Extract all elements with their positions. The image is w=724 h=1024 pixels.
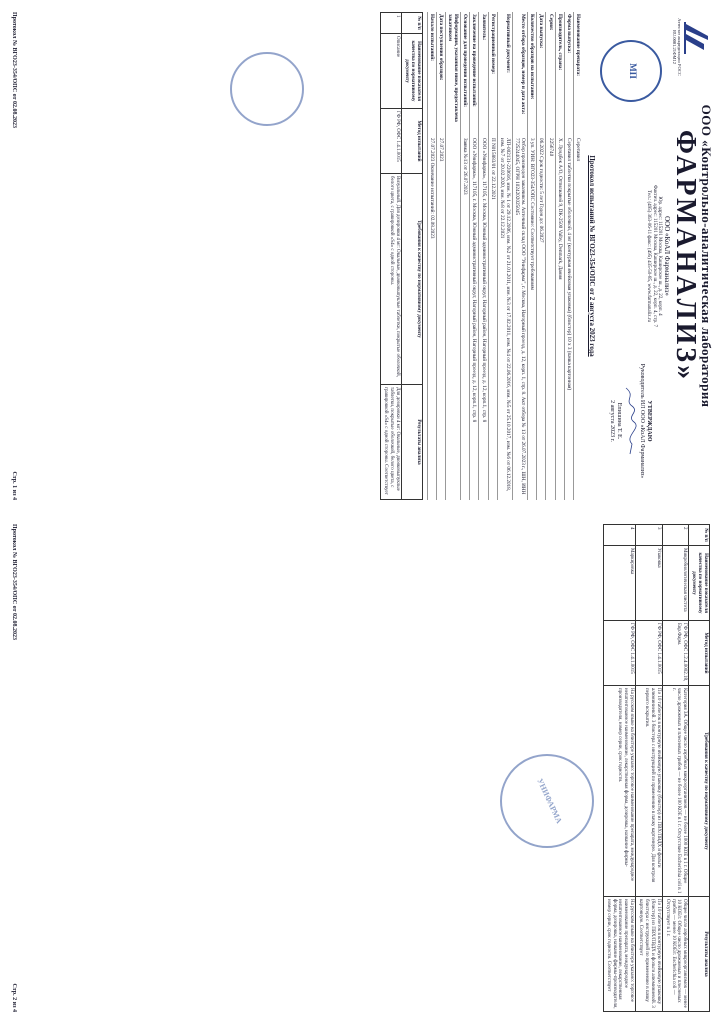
approve-date: 2 августа 2023 г. xyxy=(608,400,615,442)
info-value: Х. Лундбек А/О, Оттилиавей 9, DK-2500 Valby, Denmark, Дания xyxy=(556,138,563,280)
table-cell-req: По 10 таблеток в контурную ячейковую упаковку (блистер) из ПВХ/ПВДХ и фольги алюминиевой. 3 блистера с инструкцией по применению в пачку картонную. Для контроля первого вскрытия. xyxy=(636,686,663,897)
info-value: 3 уп. УИН: ВГО23-354/ОПС Состояние: Соответствует требованиям xyxy=(529,138,536,290)
info-row xyxy=(573,12,582,500)
info-label: Информация, указанная ниже, предоставлена заказчиком xyxy=(447,14,460,122)
approve-title: УТВЕРЖДАЮ xyxy=(646,400,652,442)
page-2-rotated-content xyxy=(0,512,724,1024)
legal-address: Юр. адрес: 115201 Москва, Каширское ш., д. 22, корп. 4 xyxy=(657,196,663,316)
table-header: Результаты анализа xyxy=(689,897,710,1012)
company-stamp-icon xyxy=(230,52,304,126)
document-page-2 xyxy=(0,512,724,1024)
table-header: Требования к качеству по нормативному документу xyxy=(689,686,710,897)
info-value: Серетавил таблетки покрытые оболочкой, 4 мг (контурная ячейковая упаковка) (блистер) 10 х 3 (пачка картонная) xyxy=(565,138,572,391)
sample-info xyxy=(380,12,582,500)
table-cell-method: ГФ РФ, ОФС 1.4.1.0015 xyxy=(381,109,402,174)
table-cell-name: Маркировка xyxy=(603,546,635,621)
info-label: Заявитель: xyxy=(480,14,487,41)
contacts: Тел.: (495) 363-06-11 факс: (495) 435-50-85, www.farmanaliz.ru xyxy=(645,189,651,323)
info-value: Заявка №13 от 26.07.2023 xyxy=(462,138,469,195)
table-header: Требования к качеству по нормативному документу xyxy=(402,174,423,385)
info-label: Дата поступления образцов: xyxy=(438,14,444,81)
info-row xyxy=(555,12,564,500)
info-value: ООО «Унифарма», 117105, г. Москва, Южный административный округ, Нагорный район, Нагорный проезд, д. 12, корп.1, стр. 8 xyxy=(480,138,487,423)
info-label: Регистрационный номер: xyxy=(489,14,496,74)
table-cell-res: По 10 таблеток в контурную ячейковую упаковку (блистер) из ПВХ/ПВДХ и фольги алюминиевой. 3 блистера с инструкцией по применению в пачку картонную. Соответствует xyxy=(636,897,663,1012)
table-cell-n: 4 xyxy=(603,525,635,546)
info-value: Серетавил xyxy=(575,138,581,162)
info-label: Наименование препарата: xyxy=(575,14,581,76)
info-row xyxy=(436,12,445,500)
table-cell-n: 3 xyxy=(636,525,663,546)
table-header: № п/п xyxy=(689,525,710,546)
table-cell-n: 2 xyxy=(662,525,689,546)
table-header: Метод испытаний xyxy=(689,621,710,686)
info-row xyxy=(546,12,555,500)
table-cell-req: На русском языке на блистере указано: торговое наименование препарата, международное непатентованное наименование, лекарственная форма, дозировка, название фирмы-производителя, номер серии, срок годности. xyxy=(603,686,635,897)
official-seal-icon xyxy=(600,40,662,102)
table-cell-method: ГФ РФ, ОФС 1.4.1.0015 xyxy=(603,621,635,686)
table-cell-method: ГФ РФ, ОФС 1.4.1.0015 xyxy=(636,621,663,686)
info-row xyxy=(445,12,460,500)
table-cell-req: Визуальный. Для дозировки 4 мг: Овальные, двояковыпуклые таблетки, покрытые оболочкой, белого цвета, с гравировкой «S4» с одной стороны. xyxy=(381,174,402,385)
info-value: 27.07.2023 xyxy=(438,138,444,162)
info-value: 27.07.2023 Окончание испытаний: 02.08.2023 xyxy=(428,138,435,239)
company-brand: ФАРМАНАЛИЗ» xyxy=(669,129,701,383)
table-header: № п/п xyxy=(402,13,423,34)
info-row xyxy=(460,12,469,500)
info-value: 2256740 xyxy=(547,138,554,157)
page-footer-2 xyxy=(10,524,17,1012)
info-row xyxy=(527,12,536,500)
table-cell-name: Микробиологическая чистота xyxy=(662,546,689,621)
info-label: Серия: xyxy=(547,14,554,31)
lab-logo-icon xyxy=(682,20,712,56)
table-header: Наименование показателя качества по нормативному документу xyxy=(689,546,710,621)
table-cell-n: 1 xyxy=(381,13,402,34)
seal-label: МП xyxy=(628,63,638,79)
info-label: Начало испытаний: xyxy=(428,14,435,62)
footer-page-number: Стр. 1 из 4 xyxy=(11,471,18,500)
approve-name: Епишина Т. Е. xyxy=(615,402,622,440)
signature-icon xyxy=(622,356,638,486)
footer-protocol-number: Протокол № ВГО23-354/ОПС от 02.08.2023 xyxy=(11,12,18,129)
table-cell-method: ГФ РФ, ОФС 1.2.4.0002.18, Евр.Фарм. xyxy=(662,621,689,686)
unifarma-stamp-icon xyxy=(500,754,594,848)
stamp-label: УНИФАРМА xyxy=(535,777,564,825)
results-table xyxy=(380,12,422,500)
info-label: Производитель, страна: xyxy=(556,14,563,71)
info-value xyxy=(446,136,460,500)
info-label: Основание для проведения испытаний: xyxy=(462,14,469,108)
info-row xyxy=(512,12,527,500)
info-label: Форма выпуска: xyxy=(565,14,572,54)
actual-address: Фактич. адрес: 115201 Москва, Каширское ш., д. 22, корп. 4, стр. 7 xyxy=(651,185,657,327)
table-cell-res: Общее число аэробных микроорганизмов — менее 10 КОЕ/г. Общее число дрожжевых и плесневых грибов — менее 10 КОЕ/г. Escherichia coli — Отсутствует в 1 г. xyxy=(662,897,689,1012)
table-cell-res: Для дозировки 4 мг: Овальные, двояковыпуклые таблетки, покрытые оболочкой, белого цвета, с гравировкой «S4» с одной стороны. Соответствует xyxy=(381,385,402,500)
protocol-title: Протокол испытаний № ВГО23-354/ОПС от 2 августа 2023 года xyxy=(588,155,596,357)
table-row xyxy=(636,525,663,1012)
info-row xyxy=(536,12,545,500)
page-footer xyxy=(10,12,17,500)
info-label: Заключение на проведение испытаний: xyxy=(471,14,478,107)
info-row xyxy=(427,12,436,500)
info-label: Дата выпуска: xyxy=(538,14,545,49)
table-header: Результаты анализа xyxy=(402,385,423,500)
table-row xyxy=(603,525,635,1012)
table-header: Наименование показателя качества по нормативному документу xyxy=(402,34,423,109)
table-cell-name: Упаковка xyxy=(636,546,663,621)
approval-block xyxy=(608,356,652,486)
approve-role: Руководитель ИЛ ООО «КоАЛ Фарманализ» xyxy=(638,363,645,479)
info-label: Место отбора образцов, номер и дата акта: xyxy=(520,14,527,115)
info-row xyxy=(488,12,497,500)
results-table-continued xyxy=(603,524,710,1012)
info-value: Отбор произведен заказчиком. Аптечный склад ООО "Унифарма", г. Москва, Нагорный проезд, д. 12, корп. 1, стр. 8. Акт отбора № 13 от 26.07.2023 г., ШН, ИНН 7725244045, ОГРН 1024202025045 xyxy=(514,138,527,495)
info-row xyxy=(469,12,478,500)
table-header: Метод испытаний xyxy=(402,109,423,174)
table-row xyxy=(662,525,689,1012)
info-row xyxy=(564,12,573,500)
company-subsidiary: ООО «КоАЛ Фарманализ» xyxy=(662,216,671,296)
table-row xyxy=(381,13,402,500)
footer-page-number-2: Стр. 2 из 4 xyxy=(11,983,18,1012)
info-value: 06.2022 Срок годности: 5 лет Годен до: 06.2027 xyxy=(538,138,545,243)
info-row xyxy=(479,12,488,500)
info-label: Количество образцов на испытание: xyxy=(529,14,536,100)
info-value: ЛП-002131-220616, изм. № 1 от 29.12.2006, изм. №2 от 21.01.2011, изм. №3 от 17.02.2011, изм. №4 от 22.06.2016, изм. №5 от 25.10.2017, изм. №6 от 06.12.2018, изм. №7 от 20.02.2020, изм. №8 от 22.12.2021 xyxy=(498,138,511,492)
company-name: ООО «Контрольно-аналитическая лаборатория xyxy=(699,104,714,408)
table-cell-res: На русском языке на блистере указано: торговое наименование препарата, международное непатентованное наименование, лекарственная форма, дозировка, название фирмы-производителя, номер серии, срок годности. Соответствует xyxy=(603,897,635,1012)
footer-protocol-number-2: Протокол № ВГО23-354/ОПС от 02.08.2023 xyxy=(11,524,18,641)
info-label: Нормативный документ: xyxy=(505,14,511,73)
info-value: ООО «Унифарма», 117105, г. Москва, Южный административный округ, Нагорный район, Нагорный проезд, д. 12, корп.1, стр. 8 xyxy=(471,138,478,423)
table-cell-req: Категория 3А. Общее число аэробных микроорганизмов — не более 1000 КОЕ в 1 г. Общее число дрожжевых и плесневых грибов — не более 100 КОЕ в 1 г. Отсутствие Escherichia coli в 1 г. xyxy=(662,686,689,897)
info-row xyxy=(497,12,512,500)
info-value: П N015883/01 от 22.12.2021 xyxy=(489,138,496,200)
accreditation-info: Аттестат аккредитации РОСС RU.0001.21ФМ12 xyxy=(671,18,682,76)
table-cell-name: Описание xyxy=(381,34,402,109)
